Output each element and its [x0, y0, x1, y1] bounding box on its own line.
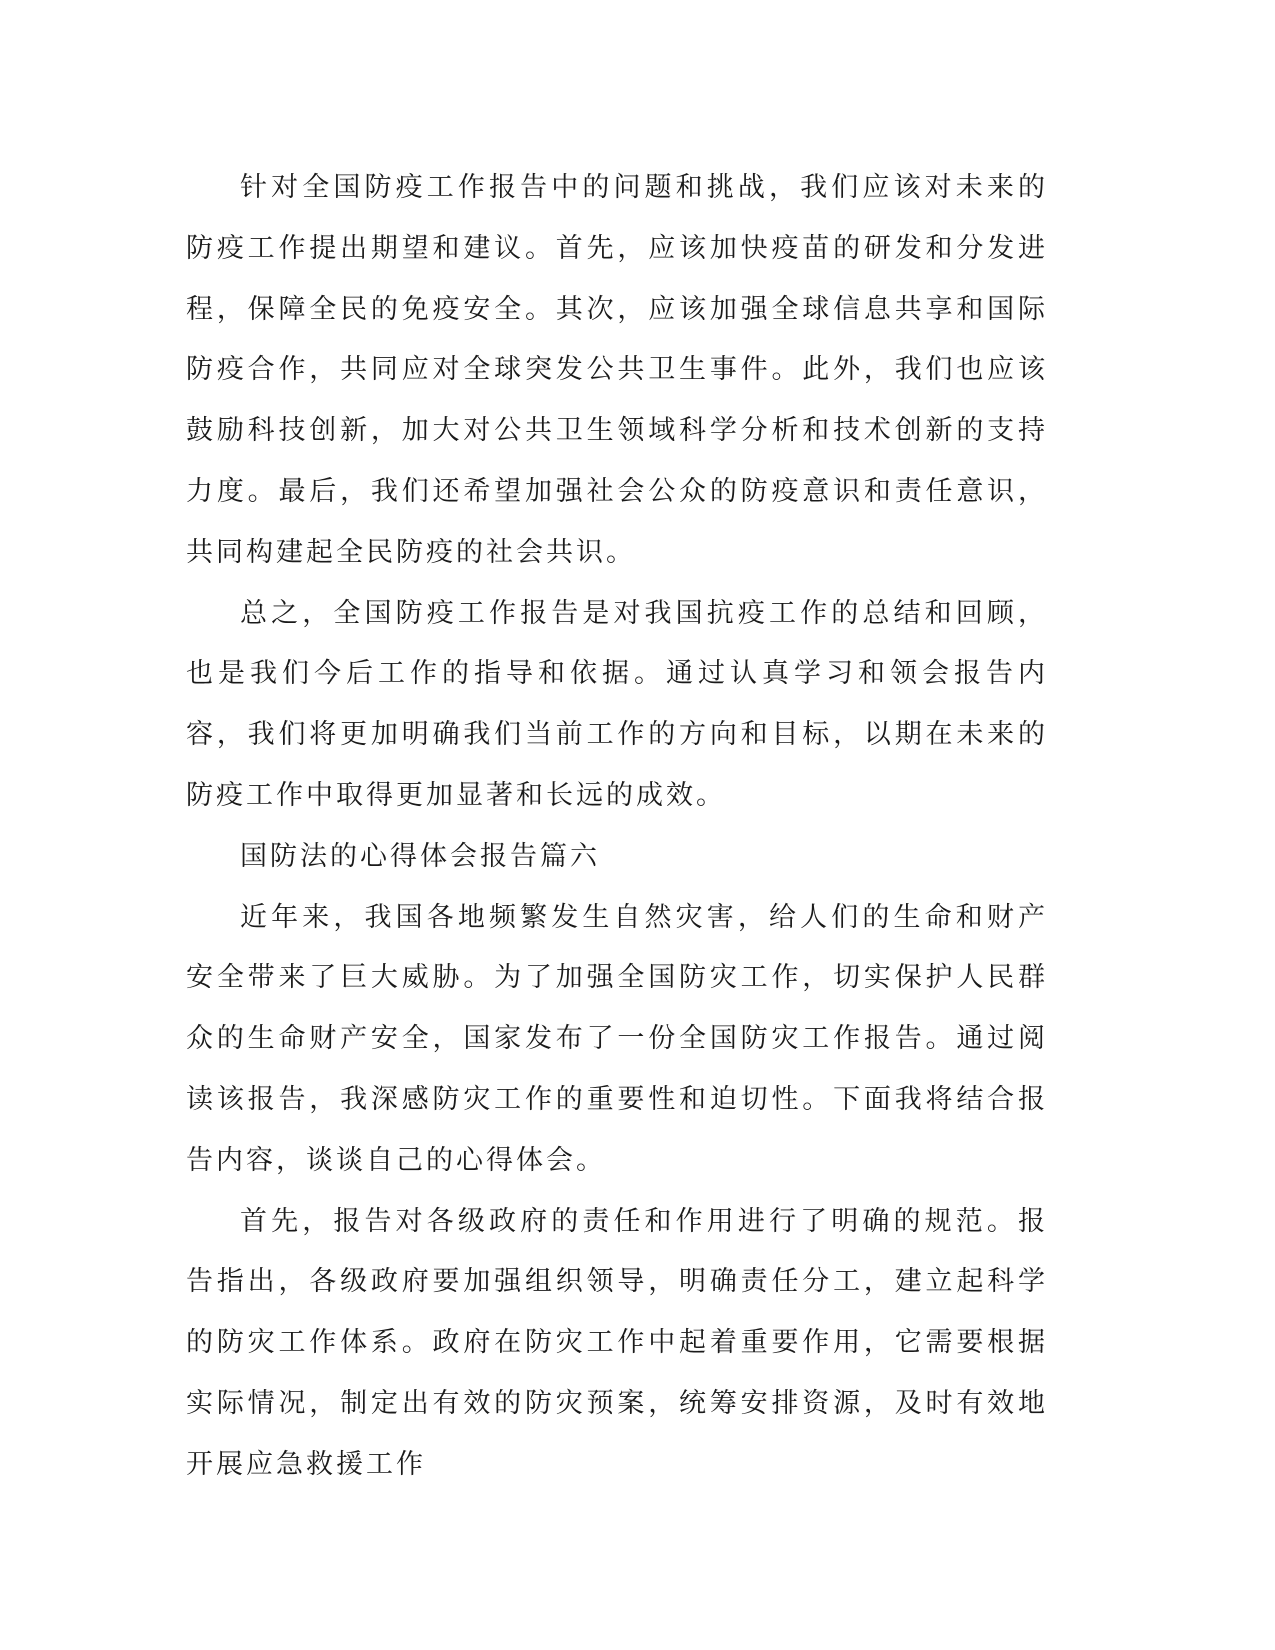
- section-heading: 国防法的心得体会报告篇六: [240, 840, 600, 872]
- paragraph-government-responsibility: 首先，报告对各级政府的责任和作用进行了明确的规范。报告指出，各级政府要加强组织领导，明确责任分工，建立起科学的防灾工作体系。政府在防灾工作中起着重要作用，它需要根据实际情况，制定出有效的防灾预案，统筹安排资源，及时有效地开展应急救援工作: [186, 1205, 1048, 1480]
- document-body: [186, 158, 1048, 1496]
- paragraph-summary: 总之，全国防疫工作报告是对我国抗疫工作的总结和回顾，也是我们今后工作的指导和依据。通过认真学习和领会报告内容，我们将更加明确我们当前工作的方向和目标，以期在未来的防疫工作中取得更加显著和长远的成效。: [186, 597, 1048, 811]
- paragraph-disaster-intro: 近年来，我国各地频繁发生自然灾害，给人们的生命和财产安全带来了巨大威胁。为了加强全国防灾工作，切实保护人民群众的生命财产安全，国家发布了一份全国防灾工作报告。通过阅读该报告，我深感防灾工作的重要性和迫切性。下面我将结合报告内容，谈谈自己的心得体会。: [186, 901, 1048, 1176]
- paragraph-future-expectations: 针对全国防疫工作报告中的问题和挑战，我们应该对未来的防疫工作提出期望和建议。首先，应该加快疫苗的研发和分发进程，保障全民的免疫安全。其次，应该加强全球信息共享和国际防疫合作，共同应对全球突发公共卫生事件。此外，我们也应该鼓励科技创新，加大对公共卫生领域科学分析和技术创新的支持力度。最后，我们还希望加强社会公众的防疫意识和责任意识，共同构建起全民防疫的社会共识。: [186, 172, 1048, 568]
